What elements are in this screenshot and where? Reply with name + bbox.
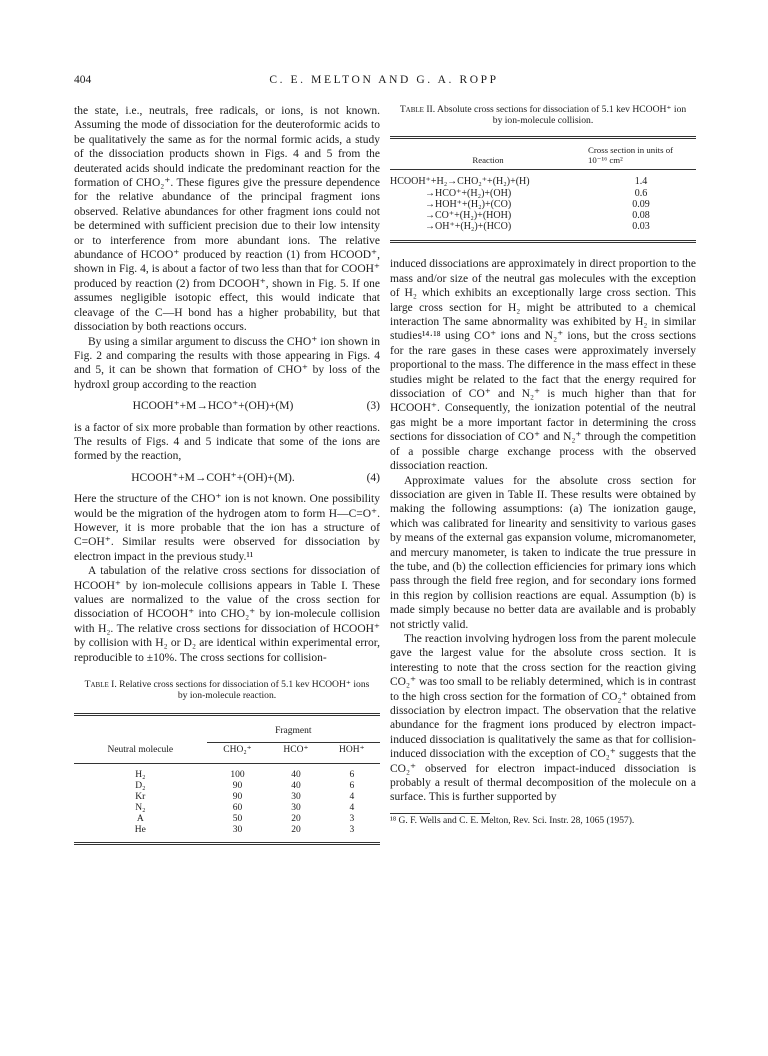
paragraph: is a factor of six more probable than formation by other reactions. The results of Figs. 4 and 5 indicate that some of the ions are formed by the reaction, bbox=[74, 421, 380, 463]
table-cell: 0.09 bbox=[632, 198, 650, 210]
table-label: Table I. bbox=[84, 679, 117, 691]
column-header: Neutral molecule bbox=[107, 744, 174, 755]
paragraph: induced dissociations are approximately in direct proportion to the mass and/or size of the neutral gas molecules with the exception of H₂ which exhibits an exceptionally large cross section. This large cross section for H₂ might be attributed to a chemical interaction The same abnormality was exhibited by H₂ in similar studies¹⁴·¹⁸ using CO⁺ ions and N₂⁺ ions, but the cross sections for the rare gases in these cases were approximately inversely proportional to the mass. The difference in the mass effect in these studies might be related to the fact that the energy required for dissociation of CO⁺ and N₂⁺ is much higher than that for HCOOH⁺. Consequently, the ionization potential of the neutral gas might be a more important factor in determining the cross sections for dissociation of CO⁺ and N₂⁺ through the competition of a possible charge exchange process with the observed dissociation reaction. bbox=[390, 258, 696, 473]
table-row bbox=[74, 764, 380, 782]
table-row bbox=[390, 188, 696, 199]
table-cell: 60 bbox=[232, 803, 243, 814]
column-header: Reaction bbox=[472, 155, 504, 166]
left-column bbox=[74, 104, 380, 845]
table-cell: 40 bbox=[291, 781, 301, 792]
table-row bbox=[74, 803, 380, 814]
table-row bbox=[390, 221, 696, 242]
table-cell: H₂ bbox=[135, 770, 146, 781]
column-header: HOH⁺ bbox=[339, 744, 365, 755]
table-cell: →OH⁺+(H₂)+(HCO) bbox=[390, 221, 512, 233]
table-cell: 3 bbox=[349, 825, 355, 836]
table-row bbox=[390, 199, 696, 210]
table-cell: 20 bbox=[291, 814, 301, 825]
table-cell: →HCO⁺+(H₂)+(OH) bbox=[390, 187, 512, 199]
table-cell: He bbox=[134, 825, 146, 836]
table-row bbox=[390, 170, 696, 188]
table-1-caption bbox=[82, 679, 372, 701]
table-row bbox=[74, 825, 380, 844]
column-header: CHO₂⁺ bbox=[223, 744, 252, 755]
table-cell: 0.03 bbox=[632, 221, 650, 233]
table-cell: 30 bbox=[291, 792, 301, 803]
equation-3 bbox=[74, 399, 380, 413]
equation-number: (4) bbox=[366, 471, 380, 484]
table-cell: 30 bbox=[291, 803, 301, 814]
right-column bbox=[390, 104, 696, 827]
table-row bbox=[390, 210, 696, 221]
footnote: ¹⁸ G. F. Wells and C. E. Melton, Rev. Sci. Instr. 28, 1065 (1957). bbox=[390, 815, 635, 826]
column-header: HCO⁺ bbox=[283, 744, 309, 755]
table-cell: N₂ bbox=[135, 803, 146, 814]
table-cell: 50 bbox=[232, 814, 243, 825]
equation-4 bbox=[74, 471, 380, 485]
table-cell: Kr bbox=[135, 792, 146, 803]
table-row bbox=[74, 781, 380, 792]
table-cell: 4 bbox=[349, 792, 355, 803]
column-header bbox=[586, 138, 696, 170]
paragraph: the state, i.e., neutrals, free radicals, or ions, is not known. Assuming the mode of dissociation for the deuteroformic acids to be qualitatively the same as for the normal formic acids, a study of the dissociation products shown in Figs. 4 and 5 from the deuterated acids should indicate the predominant reaction for the formation of CHO₂⁺. These figures give the pressure dependence for the relative abundance of the principal fragment ions observed. Relative abundances for other fragment ions could not be determined with sufficient precision due to their low intensity or to interference from more abundant ions. The relative abundance of HCOO⁺ produced by reaction (1) from HCOOD⁺, shown in Fig. 4, is about a factor of two less than that for COOH⁺ produced by reaction (2) from DCOOH⁺, shown in Fig. 5. If one assumes negligible isotopic effect, this would indicate that cleavage of the C—H bond has a higher probability, but that dissociation by both reactions occurs. bbox=[74, 105, 380, 334]
equation-text: HCOOH⁺+M→HCO⁺+(OH)+(M) bbox=[132, 400, 294, 413]
table-cell: 0.6 bbox=[634, 187, 648, 199]
equation-number: (3) bbox=[366, 400, 380, 413]
column-header-line: 10⁻¹⁶ cm² bbox=[588, 155, 623, 166]
table-cell: 90 bbox=[232, 792, 243, 803]
paragraph: The reaction involving hydrogen loss from the parent molecule gave the largest value for the absolute cross section. It is interesting to note that the cross section for the reaction giving CO₂⁺ was too small to be reliably determined, which is in contrast to the high cross section for the formation of CO₂⁺ obtained from dissociation by electron impact. The observation that the relative abundance for the fragment ions produced by electron impact-induced dissociation is qualitatively the same as that for collision-induced dissociation with the exception of CO₂⁺ suggests that the CO₂⁺ observed for electron impact-induced dissociation is probably a result of thermal decomposition of the molecule on a surface. This is further supported by bbox=[390, 632, 696, 804]
table-cell: D₂ bbox=[135, 781, 146, 792]
equation-text: HCOOH⁺+M→COH⁺+(OH)+(M). bbox=[131, 471, 295, 484]
table-cell: HCOOH⁺+H₂→CHO₂⁺+(H₂)+(H) bbox=[390, 176, 530, 188]
table-cell: 0.08 bbox=[632, 210, 650, 222]
paragraph: Approximate values for the absolute cross section for dissociation are given in Table II. These results were obtained by making the following assumptions: (a) The ionization gauge, which was calibrated for linearity and sensitivity to various gases by means of the external gas expansion volume, micromanometer, and mercury manometer, is taken to indicate the true pressure in the tube, and (b) the collection efficiencies for primary ions which pass through the field free region, and for secondary ions formed in this region by collision reactions are equal. Assumption (b) is made simply because no better data are available and is probably not strictly valid. bbox=[390, 474, 696, 631]
table-1 bbox=[74, 713, 380, 845]
table-cell: 3 bbox=[349, 814, 355, 825]
paragraph: Here the structure of the CHO⁺ ion is not known. One possibility would be the migration of the hydrogen atom to form H—C=O⁺. However, it is more probable that the ion has a structure of C=OH⁺. Similar results were observed for dissociation by electron impact in the previous study.¹¹ bbox=[74, 493, 380, 563]
table-cell: 20 bbox=[291, 825, 301, 836]
table-row bbox=[74, 792, 380, 803]
table-cell: 30 bbox=[232, 825, 243, 836]
table-caption-text: Absolute cross sections for dissociation of 5.1 kev HCOOH⁺ ion by ion-molecule collision. bbox=[437, 104, 687, 127]
paragraph: A tabulation of the relative cross sections for dissociation of HCOOH⁺ by ion-molecule collisions appears in Table I. These values are normalized to the value of the cross section for dissociation of HCOOH⁺ into CHO₂⁺ by ion-molecule collision with H₂. The relative cross sections for dissociation of HCOOH⁺ by collision with H₂ or D₂ are identical within experimental error, reproducible to ±10%. The cross sections for collision- bbox=[74, 565, 380, 664]
table-label: Table II. bbox=[399, 104, 436, 115]
running-title: C. E. MELTON AND G. A. ROPP bbox=[269, 74, 499, 86]
table-2-caption bbox=[398, 104, 688, 126]
table-cell: →CO⁺+(H₂)+(HOH) bbox=[390, 210, 512, 222]
fragment-header: Fragment bbox=[207, 715, 380, 742]
column-header-line: Cross section in units of bbox=[588, 145, 674, 156]
paragraph: By using a similar argument to discuss the CHO⁺ ion shown in Fig. 2 and comparing the results with those appearing in Figs. 4 and 5, it can be shown that formation of CHO⁺ by loss of the hydroxl group according to the reaction bbox=[74, 335, 380, 391]
table-cell: 6 bbox=[349, 781, 355, 792]
table-cell: A bbox=[136, 814, 144, 825]
table-cell: →HOH⁺+(H₂)+(CO) bbox=[390, 198, 512, 210]
table-row bbox=[74, 814, 380, 825]
table-2 bbox=[390, 136, 696, 243]
footnote-divider bbox=[390, 813, 490, 814]
page-number: 404 bbox=[74, 74, 92, 86]
table-cell: 90 bbox=[232, 781, 243, 792]
table-caption-text: Relative cross sections for dissociation of 5.1 kev HCOOH⁺ ions by ion-molecule reaction. bbox=[119, 679, 370, 702]
page-header bbox=[74, 74, 694, 88]
table-cell: 100 bbox=[230, 770, 245, 781]
table-cell: 4 bbox=[349, 803, 355, 814]
table-cell: 1.4 bbox=[634, 176, 648, 188]
table-cell: 40 bbox=[291, 770, 301, 781]
table-cell: 6 bbox=[349, 770, 355, 781]
